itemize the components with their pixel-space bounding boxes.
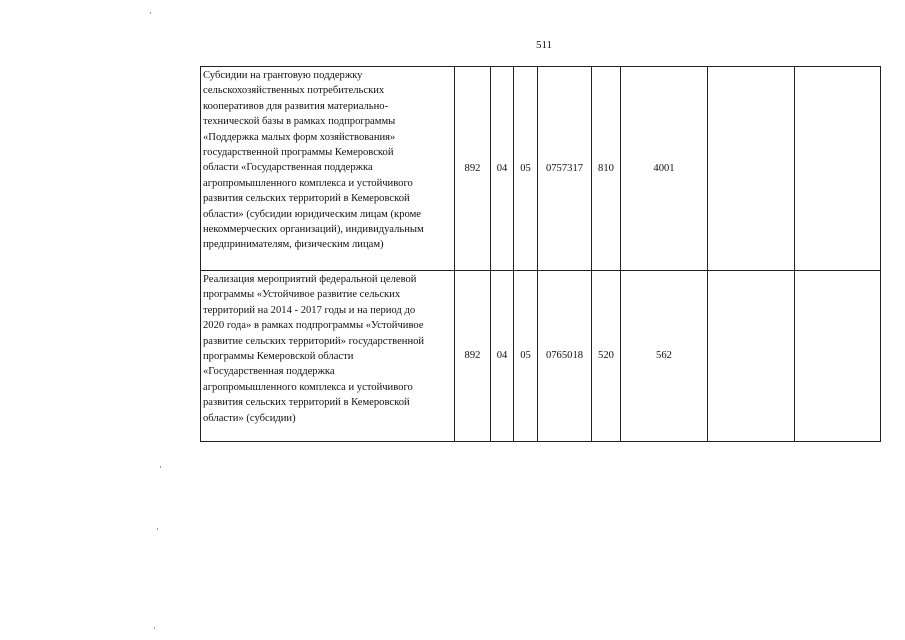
row-description: Реализация мероприятий федеральной целевой программы «Устойчивое развитие сельских территорий на 2014 - 2017 годы и на период до 2020 года» в рамках подпрограммы «Устойчивое развитие сельских территорий» государственной программы Кемеровской области «Государственная поддержка агропромышленного комплекса и устойчивого развития сельских территорий в Кемеровской области» (субсидии): [201, 271, 455, 442]
ministry-code-cell: 892: [455, 67, 491, 271]
section-code-cell: 04: [491, 271, 514, 442]
scan-speck: [157, 528, 158, 530]
scan-speck: [160, 466, 161, 468]
row-description: Субсидии на грантовую поддержку сельскохозяйственных потребительских кооперативов для развития материально- технической базы в рамках подпрограммы «Поддержка малых форм хозяйствования» государственной программы Кемеровской области «Государственная поддержка агропромышленного комплекса и устойчивого развития сельских территорий в Кемеровской области» (субсидии юридическим лицам (кроме некоммерческих организаций), индивидуальным предпринимателям, физическим лицам): [201, 67, 455, 271]
ministry-code-cell: 892: [455, 271, 491, 442]
expense-type-cell: 810: [592, 67, 621, 271]
page-number: 511: [535, 39, 553, 51]
scan-speck: [154, 627, 155, 629]
scan-speck: [150, 12, 151, 14]
section-code-cell: 04: [491, 67, 514, 271]
subsection-code-cell: 05: [514, 67, 538, 271]
target-item-cell: 0757317: [538, 67, 592, 271]
amount-cell: 562: [621, 271, 708, 442]
empty-cell: [708, 271, 795, 442]
expense-type-cell: 520: [592, 271, 621, 442]
amount-cell: 4001: [621, 67, 708, 271]
empty-cell: [708, 67, 795, 271]
subsection-code-cell: 05: [514, 271, 538, 442]
target-item-cell: 0765018: [538, 271, 592, 442]
table-row: [201, 67, 881, 271]
budget-table: [200, 66, 881, 442]
table-row: [201, 271, 881, 442]
empty-cell: [795, 67, 881, 271]
empty-cell: [795, 271, 881, 442]
